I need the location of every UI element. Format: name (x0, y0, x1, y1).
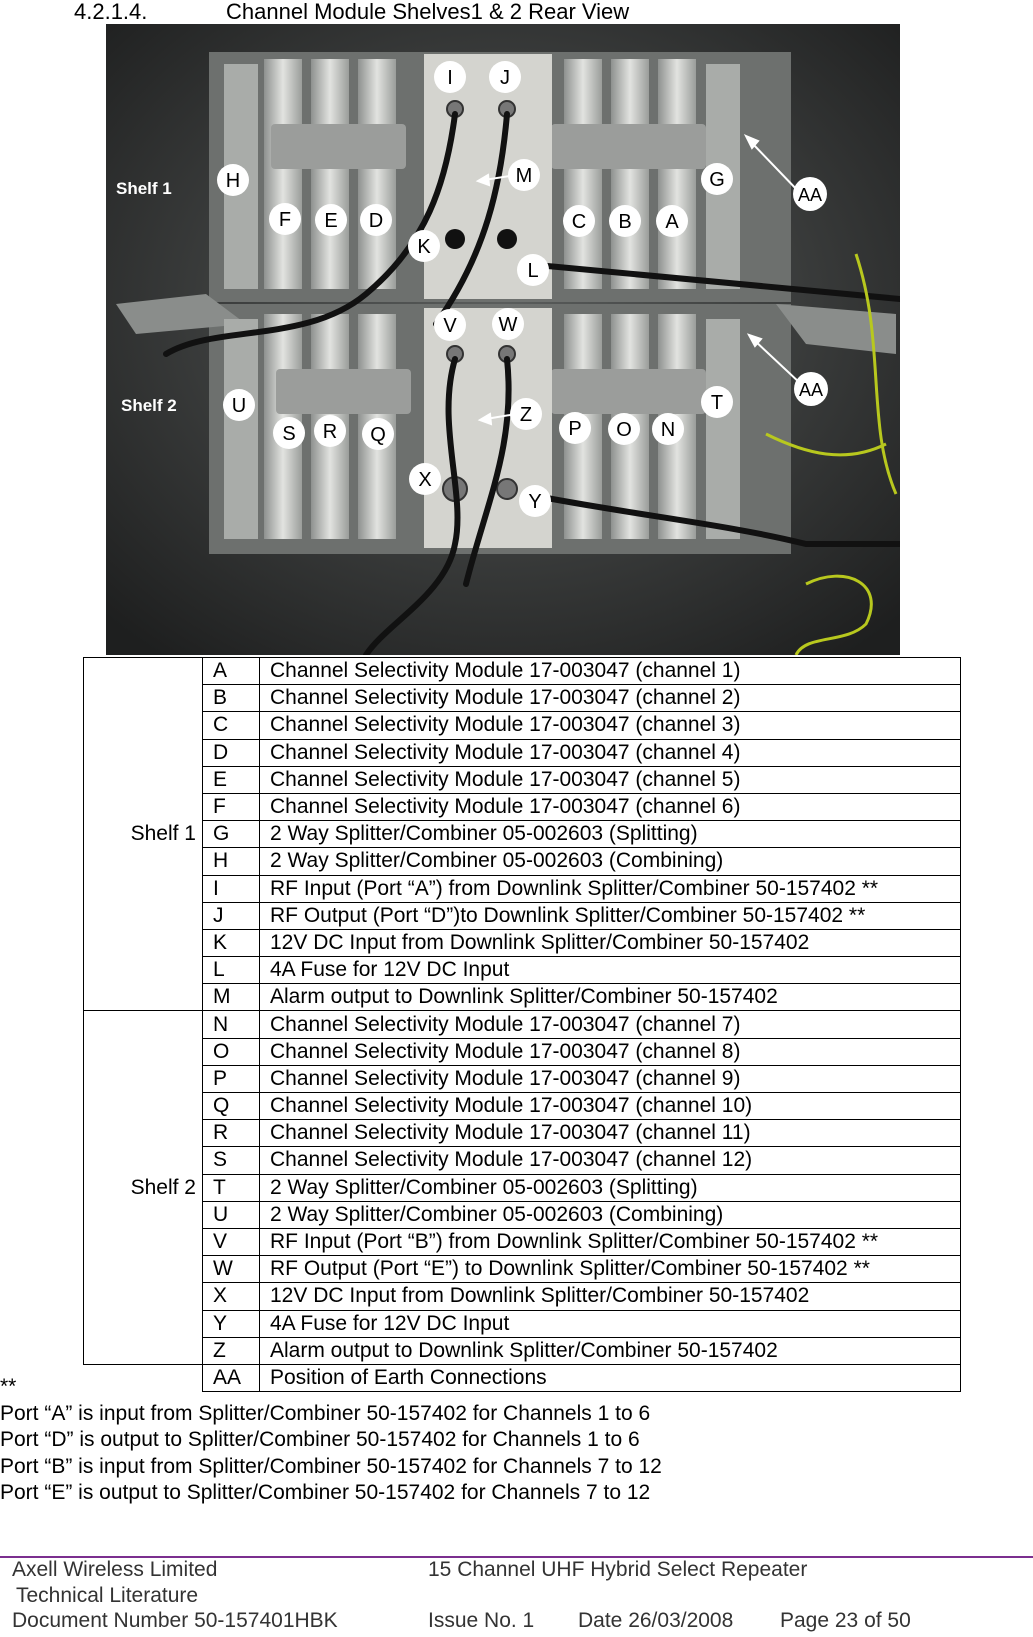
svg-text:W: W (498, 314, 518, 336)
legend-description: 2 Way Splitter/Combiner 05-002603 (Splitting) (260, 1174, 961, 1201)
legend-description: Channel Selectivity Module 17-003047 (channel 12) (260, 1147, 961, 1174)
callout-W (492, 308, 524, 340)
callout-U (223, 389, 255, 421)
callout-N (652, 413, 684, 445)
legend-row (84, 1147, 961, 1174)
svg-text:L: L (527, 260, 539, 282)
callout-H (217, 164, 249, 196)
callout-M (508, 159, 540, 191)
legend-row (84, 766, 961, 793)
legend-description: 4A Fuse for 12V DC Input (260, 1310, 961, 1337)
legend-code: Q (203, 1093, 260, 1120)
callout-S (273, 417, 305, 449)
svg-text:P: P (568, 418, 582, 440)
legend-row (84, 793, 961, 820)
footer-product: 15 Channel UHF Hybrid Select Repeater (428, 1558, 808, 1581)
callout-A (656, 205, 688, 237)
legend-row (84, 1038, 961, 1065)
legend-row (84, 875, 961, 902)
legend-description: 2 Way Splitter/Combiner 05-002603 (Splitting) (260, 821, 961, 848)
legend-description: Channel Selectivity Module 17-003047 (channel 1) (260, 658, 961, 685)
legend-description: 2 Way Splitter/Combiner 05-002603 (Combining) (260, 1201, 961, 1228)
callout-L (517, 254, 549, 286)
legend-row (84, 1065, 961, 1092)
legend-description: Channel Selectivity Module 17-003047 (channel 10) (260, 1093, 961, 1120)
legend-code: A (203, 658, 260, 685)
callout-Y (519, 485, 551, 517)
svg-text:S: S (282, 423, 296, 445)
photo-shelf-1-label: Shelf 1 (116, 179, 172, 198)
legend-description: Channel Selectivity Module 17-003047 (channel 8) (260, 1038, 961, 1065)
photo-shelf-2-label: Shelf 2 (121, 396, 177, 415)
legend-code: F (203, 793, 260, 820)
legend-row (84, 685, 961, 712)
footer-doc-number: Document Number 50-157401HBK (12, 1609, 338, 1632)
callout-O (608, 413, 640, 445)
svg-text:A: A (665, 211, 679, 233)
legend-row (84, 848, 961, 875)
svg-text:B: B (618, 211, 632, 233)
section-heading (74, 0, 629, 24)
svg-text:K: K (417, 236, 431, 258)
legend-row (84, 1337, 961, 1364)
legend-code: B (203, 685, 260, 712)
footer-issue: Issue No. 1 (428, 1609, 535, 1632)
callout-V (434, 309, 466, 341)
callout-B (609, 205, 641, 237)
legend-code: Y (203, 1310, 260, 1337)
footer-company: Axell Wireless Limited (12, 1558, 218, 1581)
note-line: Port “A” is input from Splitter/Combiner 50-157402 for Channels 1 to 6 (0, 1401, 651, 1425)
section-title: Channel Module Shelves1 & 2 Rear View (226, 0, 630, 24)
legend-row (84, 712, 961, 739)
callout-K (408, 230, 440, 262)
legend-code: S (203, 1147, 260, 1174)
svg-text:H: H (225, 170, 241, 192)
callout-AA-2 (794, 372, 828, 406)
legend-description: RF Output (Port “E”) to Downlink Splitter/Combiner 50-157402 ** (260, 1256, 961, 1283)
legend-row (84, 739, 961, 766)
legend-description: Channel Selectivity Module 17-003047 (channel 2) (260, 685, 961, 712)
footer-page: Page 23 of 50 (780, 1609, 911, 1632)
legend-code: X (203, 1283, 260, 1310)
legend-code: D (203, 739, 260, 766)
section-number: 4.2.1.4. (74, 0, 148, 24)
legend-description: Channel Selectivity Module 17-003047 (channel 5) (260, 766, 961, 793)
svg-text:T: T (710, 392, 724, 414)
callout-P (559, 412, 591, 444)
legend-row (84, 929, 961, 956)
legend-code: AA (203, 1364, 260, 1391)
callout-R (314, 415, 346, 447)
legend-row (84, 1256, 961, 1283)
legend-row (84, 957, 961, 984)
notes-marker: ** (0, 1375, 17, 1398)
note-line: Port “B” is input from Splitter/Combiner 50-157402 for Channels 7 to 12 (0, 1454, 662, 1478)
legend-description: Alarm output to Downlink Splitter/Combiner 50-157402 (260, 984, 961, 1011)
legend-description: Channel Selectivity Module 17-003047 (channel 7) (260, 1011, 961, 1038)
legend-row (84, 1283, 961, 1310)
svg-text:V: V (443, 315, 457, 337)
svg-text:Q: Q (370, 424, 386, 446)
svg-text:D: D (368, 210, 384, 232)
legend-code: W (203, 1256, 260, 1283)
legend-code: H (203, 848, 260, 875)
legend-description: Position of Earth Connections (260, 1364, 961, 1391)
callout-T (701, 386, 733, 418)
legend-code: N (203, 1011, 260, 1038)
legend-description: Channel Selectivity Module 17-003047 (channel 9) (260, 1065, 961, 1092)
legend-code: I (203, 875, 260, 902)
footer-dept: Technical Literature (16, 1584, 199, 1607)
callout-D (360, 204, 392, 236)
legend-code: Z (203, 1337, 260, 1364)
svg-text:O: O (616, 419, 632, 441)
svg-text:I: I (447, 67, 453, 89)
page-footer (0, 1556, 1033, 1632)
callout-F (269, 203, 301, 235)
callout-AA-1 (793, 177, 827, 211)
legend-code: V (203, 1228, 260, 1255)
legend-description: RF Input (Port “B”) from Downlink Splitter/Combiner 50-157402 ** (260, 1228, 961, 1255)
legend-description: RF Output (Port “D”)to Downlink Splitter/Combiner 50-157402 ** (260, 902, 961, 929)
legend-description: 12V DC Input from Downlink Splitter/Combiner 50-157402 (260, 929, 961, 956)
legend-row (84, 902, 961, 929)
legend-code: R (203, 1120, 260, 1147)
legend-description: Channel Selectivity Module 17-003047 (channel 11) (260, 1120, 961, 1147)
svg-text:M: M (515, 165, 533, 187)
legend-description: 12V DC Input from Downlink Splitter/Combiner 50-157402 (260, 1283, 961, 1310)
legend-code: C (203, 712, 260, 739)
legend-code: E (203, 766, 260, 793)
svg-text:N: N (660, 419, 676, 441)
shelves-rear-view-photo (106, 24, 900, 655)
svg-text:AA: AA (798, 380, 824, 400)
svg-text:Z: Z (519, 404, 533, 426)
legend-row (84, 1011, 961, 1038)
note-line: Port “D” is output to Splitter/Combiner 50-157402 for Channels 1 to 6 (0, 1428, 640, 1451)
legend-description: Alarm output to Downlink Splitter/Combiner 50-157402 (260, 1337, 961, 1364)
legend-code: L (203, 957, 260, 984)
legend-row (84, 1310, 961, 1337)
svg-text:AA: AA (797, 185, 823, 205)
legend-description: 2 Way Splitter/Combiner 05-002603 (Combining) (260, 848, 961, 875)
legend-shelf-label: Shelf 1 (84, 658, 203, 1011)
legend-row (84, 658, 961, 685)
legend-description: Channel Selectivity Module 17-003047 (channel 3) (260, 712, 961, 739)
callout-Q (362, 418, 394, 450)
callout-Z (510, 398, 542, 430)
legend-description: Channel Selectivity Module 17-003047 (channel 6) (260, 793, 961, 820)
svg-text:J: J (500, 67, 510, 89)
callout-I (434, 61, 466, 93)
legend-row (84, 984, 961, 1011)
legend-row (84, 1093, 961, 1120)
legend-description: 4A Fuse for 12V DC Input (260, 957, 961, 984)
note-line: Port “E” is output to Splitter/Combiner 50-157402 for Channels 7 to 12 (0, 1481, 651, 1504)
svg-text:R: R (322, 421, 338, 443)
svg-text:X: X (418, 469, 432, 491)
legend-row (84, 821, 961, 848)
callout-J (489, 61, 521, 93)
legend-row (84, 1120, 961, 1147)
legend-row (84, 1174, 961, 1201)
svg-text:Y: Y (528, 491, 542, 513)
legend-code: O (203, 1038, 260, 1065)
svg-text:E: E (324, 210, 338, 232)
legend-code: P (203, 1065, 260, 1092)
footer-date: Date 26/03/2008 (578, 1609, 734, 1632)
legend-code: U (203, 1201, 260, 1228)
legend-row (84, 1228, 961, 1255)
callout-X (409, 463, 441, 495)
callout-C (563, 205, 595, 237)
legend-description: RF Input (Port “A”) from Downlink Splitter/Combiner 50-157402 ** (260, 875, 961, 902)
legend-code: G (203, 821, 260, 848)
svg-text:U: U (231, 395, 247, 417)
legend-code: K (203, 929, 260, 956)
component-legend-table (83, 657, 961, 1392)
legend-code: M (203, 984, 260, 1011)
svg-text:F: F (278, 209, 292, 231)
svg-text:G: G (709, 169, 725, 191)
legend-shelf-label: Shelf 2 (84, 1011, 203, 1364)
legend-code: J (203, 902, 260, 929)
legend-row (84, 1201, 961, 1228)
callout-E (315, 204, 347, 236)
legend-code: T (203, 1174, 260, 1201)
svg-text:C: C (571, 211, 587, 233)
callout-G (701, 163, 733, 195)
legend-description: Channel Selectivity Module 17-003047 (channel 4) (260, 739, 961, 766)
